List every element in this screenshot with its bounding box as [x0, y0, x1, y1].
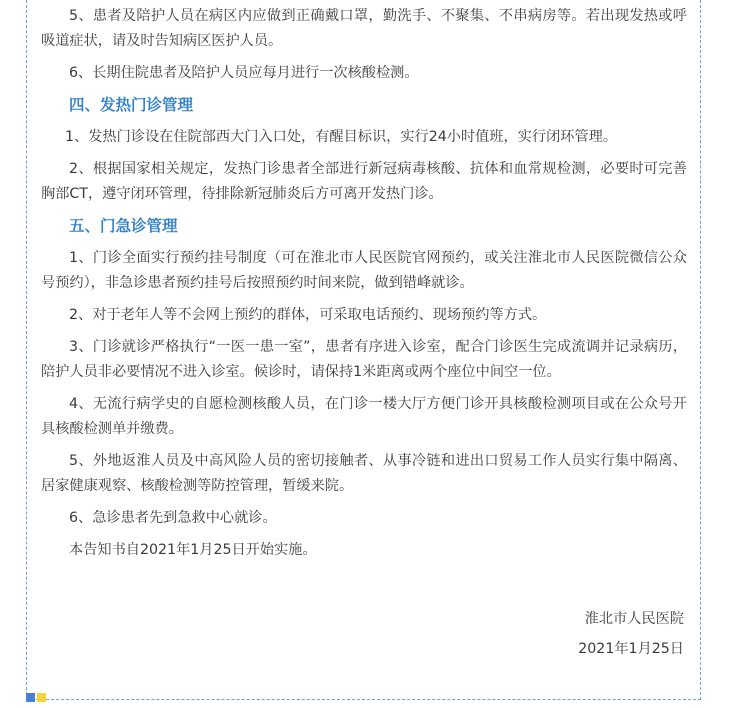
paragraph-outpatient-item-5: 5、外地返淮人员及中高风险人员的密切接触者、从事冷链和进出口贸易工作人员实行集中隔离、居家健康观察、核酸检测等防控管理，暂缓来院。 — [41, 453, 687, 494]
signature-date: 2021年1月25日 — [578, 641, 684, 657]
paragraph-outpatient-item-3: 3、门诊就诊严格执行“一医一患一室”，患者有序进入诊室，配合门诊医生完成流调并记录病历，陪护人员非必要情况不进入诊室。候诊时，请保持1米距离或两个座位中间空一位。 — [41, 339, 687, 380]
corner-decoration — [26, 693, 46, 702]
paragraph-outpatient-item-4: 4、无流行病学史的自愿检测核酸人员，在门诊一楼大厅方便门诊开具核酸检测项目或在公众号开具核酸检测单并缴费。 — [41, 396, 687, 437]
paragraph-outpatient-item-2: 2、对于老年人等不会网上预约的群体，可采取电话预约、现场预约等方式。 — [69, 307, 547, 323]
notice-body — [41, 4, 687, 662]
signature-block — [41, 607, 687, 662]
section-heading-outpatient: 五、门急诊管理 — [69, 217, 178, 235]
paragraph-effective-date: 本告知书自2021年1月25日开始实施。 — [69, 542, 317, 558]
paragraph-fever-item-1: 1、发热门诊设在住院部西大门入口处，有醒目标识，实行24小时值班，实行闭环管理。 — [65, 129, 618, 145]
paragraph-ward-item-5: 5、患者及陪护人员在病区内应做到正确戴口罩，勤洗手、不聚集、不串病房等。若出现发热或呼吸道症状，请及时告知病区医护人员。 — [41, 8, 687, 49]
yellow-square-icon — [37, 693, 46, 702]
section-heading-fever-clinic: 四、发热门诊管理 — [69, 96, 194, 114]
blue-square-icon — [26, 693, 35, 702]
paragraph-outpatient-item-6: 6、急诊患者先到急救中心就诊。 — [69, 510, 277, 526]
signature-organization: 淮北市人民医院 — [584, 611, 684, 627]
paragraph-fever-item-2: 2、根据国家相关规定，发热门诊患者全部进行新冠病毒核酸、抗体和血常规检测，必要时可完善胸部CT，遵守闭环管理，待排除新冠肺炎后方可离开发热门诊。 — [41, 161, 687, 202]
paragraph-ward-item-6: 6、长期住院患者及陪护人员应每月进行一次核酸检测。 — [69, 65, 419, 81]
paragraph-outpatient-item-1: 1、门诊全面实行预约挂号制度（可在淮北市人民医院官网预约，或关注淮北市人民医院微信公众号预约），非急诊患者预约挂号后按照预约时间来院，做到错峰就诊。 — [41, 250, 687, 291]
